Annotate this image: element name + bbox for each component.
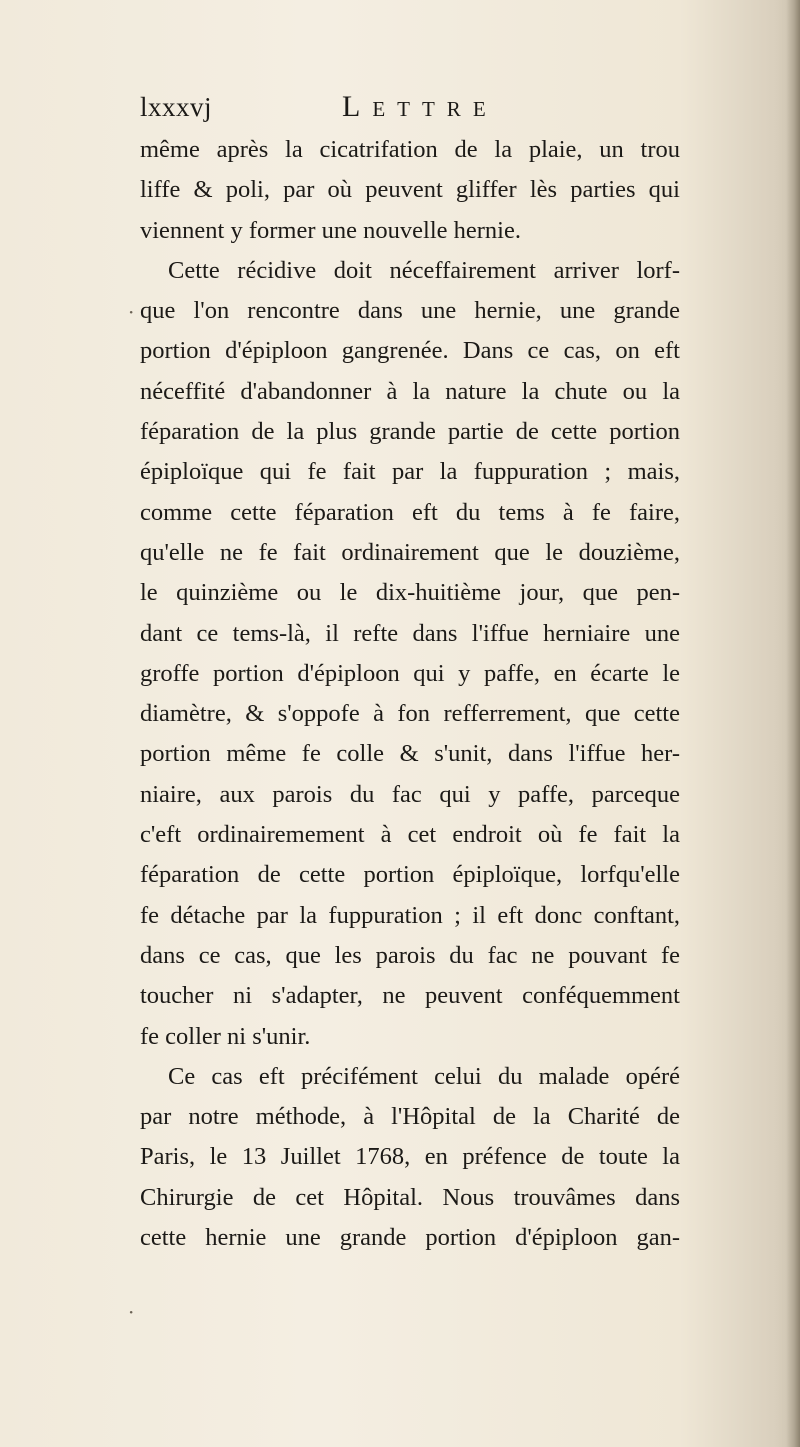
text-line: niaire, aux parois du fac qui y paffe, parceque [140, 780, 680, 808]
text-line: dant ce tems-là, il refte dans l'iffue herniaire une [140, 619, 680, 647]
print-speck: · [128, 300, 135, 324]
text-line: liffe & poli, par où peuvent gliffer lès parties qui [140, 176, 680, 204]
text-line: fe détache par la fuppuration ; il eft donc conftant, [140, 901, 680, 929]
text-line: que l'on rencontre dans une hernie, une grande [140, 297, 680, 325]
text-line: féparation de cette portion épiploïque, lorfqu'elle [140, 861, 680, 889]
text-line: toucher ni s'adapter, ne peuvent conféquemment [140, 982, 680, 1010]
text-line: Paris, le 13 Juillet 1768, en préfence de toute la [140, 1143, 680, 1171]
text-line: dans ce cas, que les parois du fac ne pouvant fe [140, 941, 680, 969]
text-line: groffe portion d'épiploon qui y paffe, en écarte le [140, 659, 680, 687]
text-line: diamètre, & s'oppofe à fon refferrement, que cette [140, 700, 680, 728]
text-line: portion même fe colle & s'unit, dans l'iffue her- [140, 740, 680, 768]
text-line: portion d'épiploon gangrenée. Dans ce cas, on eft [140, 337, 680, 365]
text-line: Chirurgie de cet Hôpital. Nous trouvâmes dans [140, 1183, 680, 1211]
text-line: par notre méthode, à l'Hôpital de la Charité de [140, 1103, 680, 1131]
text-line: c'eft ordinairemement à cet endroit où fe fait la [140, 821, 680, 849]
page-edge-shadow [786, 0, 800, 1447]
print-speck: · [128, 1300, 135, 1324]
page-header [140, 92, 660, 132]
text-line: fe coller ni s'unir. [140, 1022, 311, 1050]
text-line: féparation de la plus grande partie de cette portion [140, 418, 680, 446]
text-line: qu'elle ne fe fait ordinairement que le douzième, [140, 538, 680, 566]
running-head: Lettre [342, 90, 498, 123]
text-line: épiploïque qui fe fait par la fuppuration ; mais, [140, 458, 680, 486]
text-line: le quinzième ou le dix-huitième jour, que pen- [140, 579, 680, 607]
text-line: cette hernie une grande portion d'épiploon gan- [140, 1224, 680, 1252]
text-line: néceffité d'abandonner à la nature la chute ou la [140, 377, 680, 405]
text-line: même après la cicatrifation de la plaie, un trou [140, 136, 680, 163]
text-line: Ce cas eft précifément celui du malade opéré [168, 1062, 680, 1090]
text-line: comme cette féparation eft du tems à fe faire, [140, 498, 680, 526]
text-line: Cette récidive doit néceffairement arriver lorf- [168, 256, 680, 284]
text-line: viennent y former une nouvelle hernie. [140, 216, 521, 244]
body-text [140, 130, 680, 1258]
page-number: lxxxvj [140, 92, 213, 122]
